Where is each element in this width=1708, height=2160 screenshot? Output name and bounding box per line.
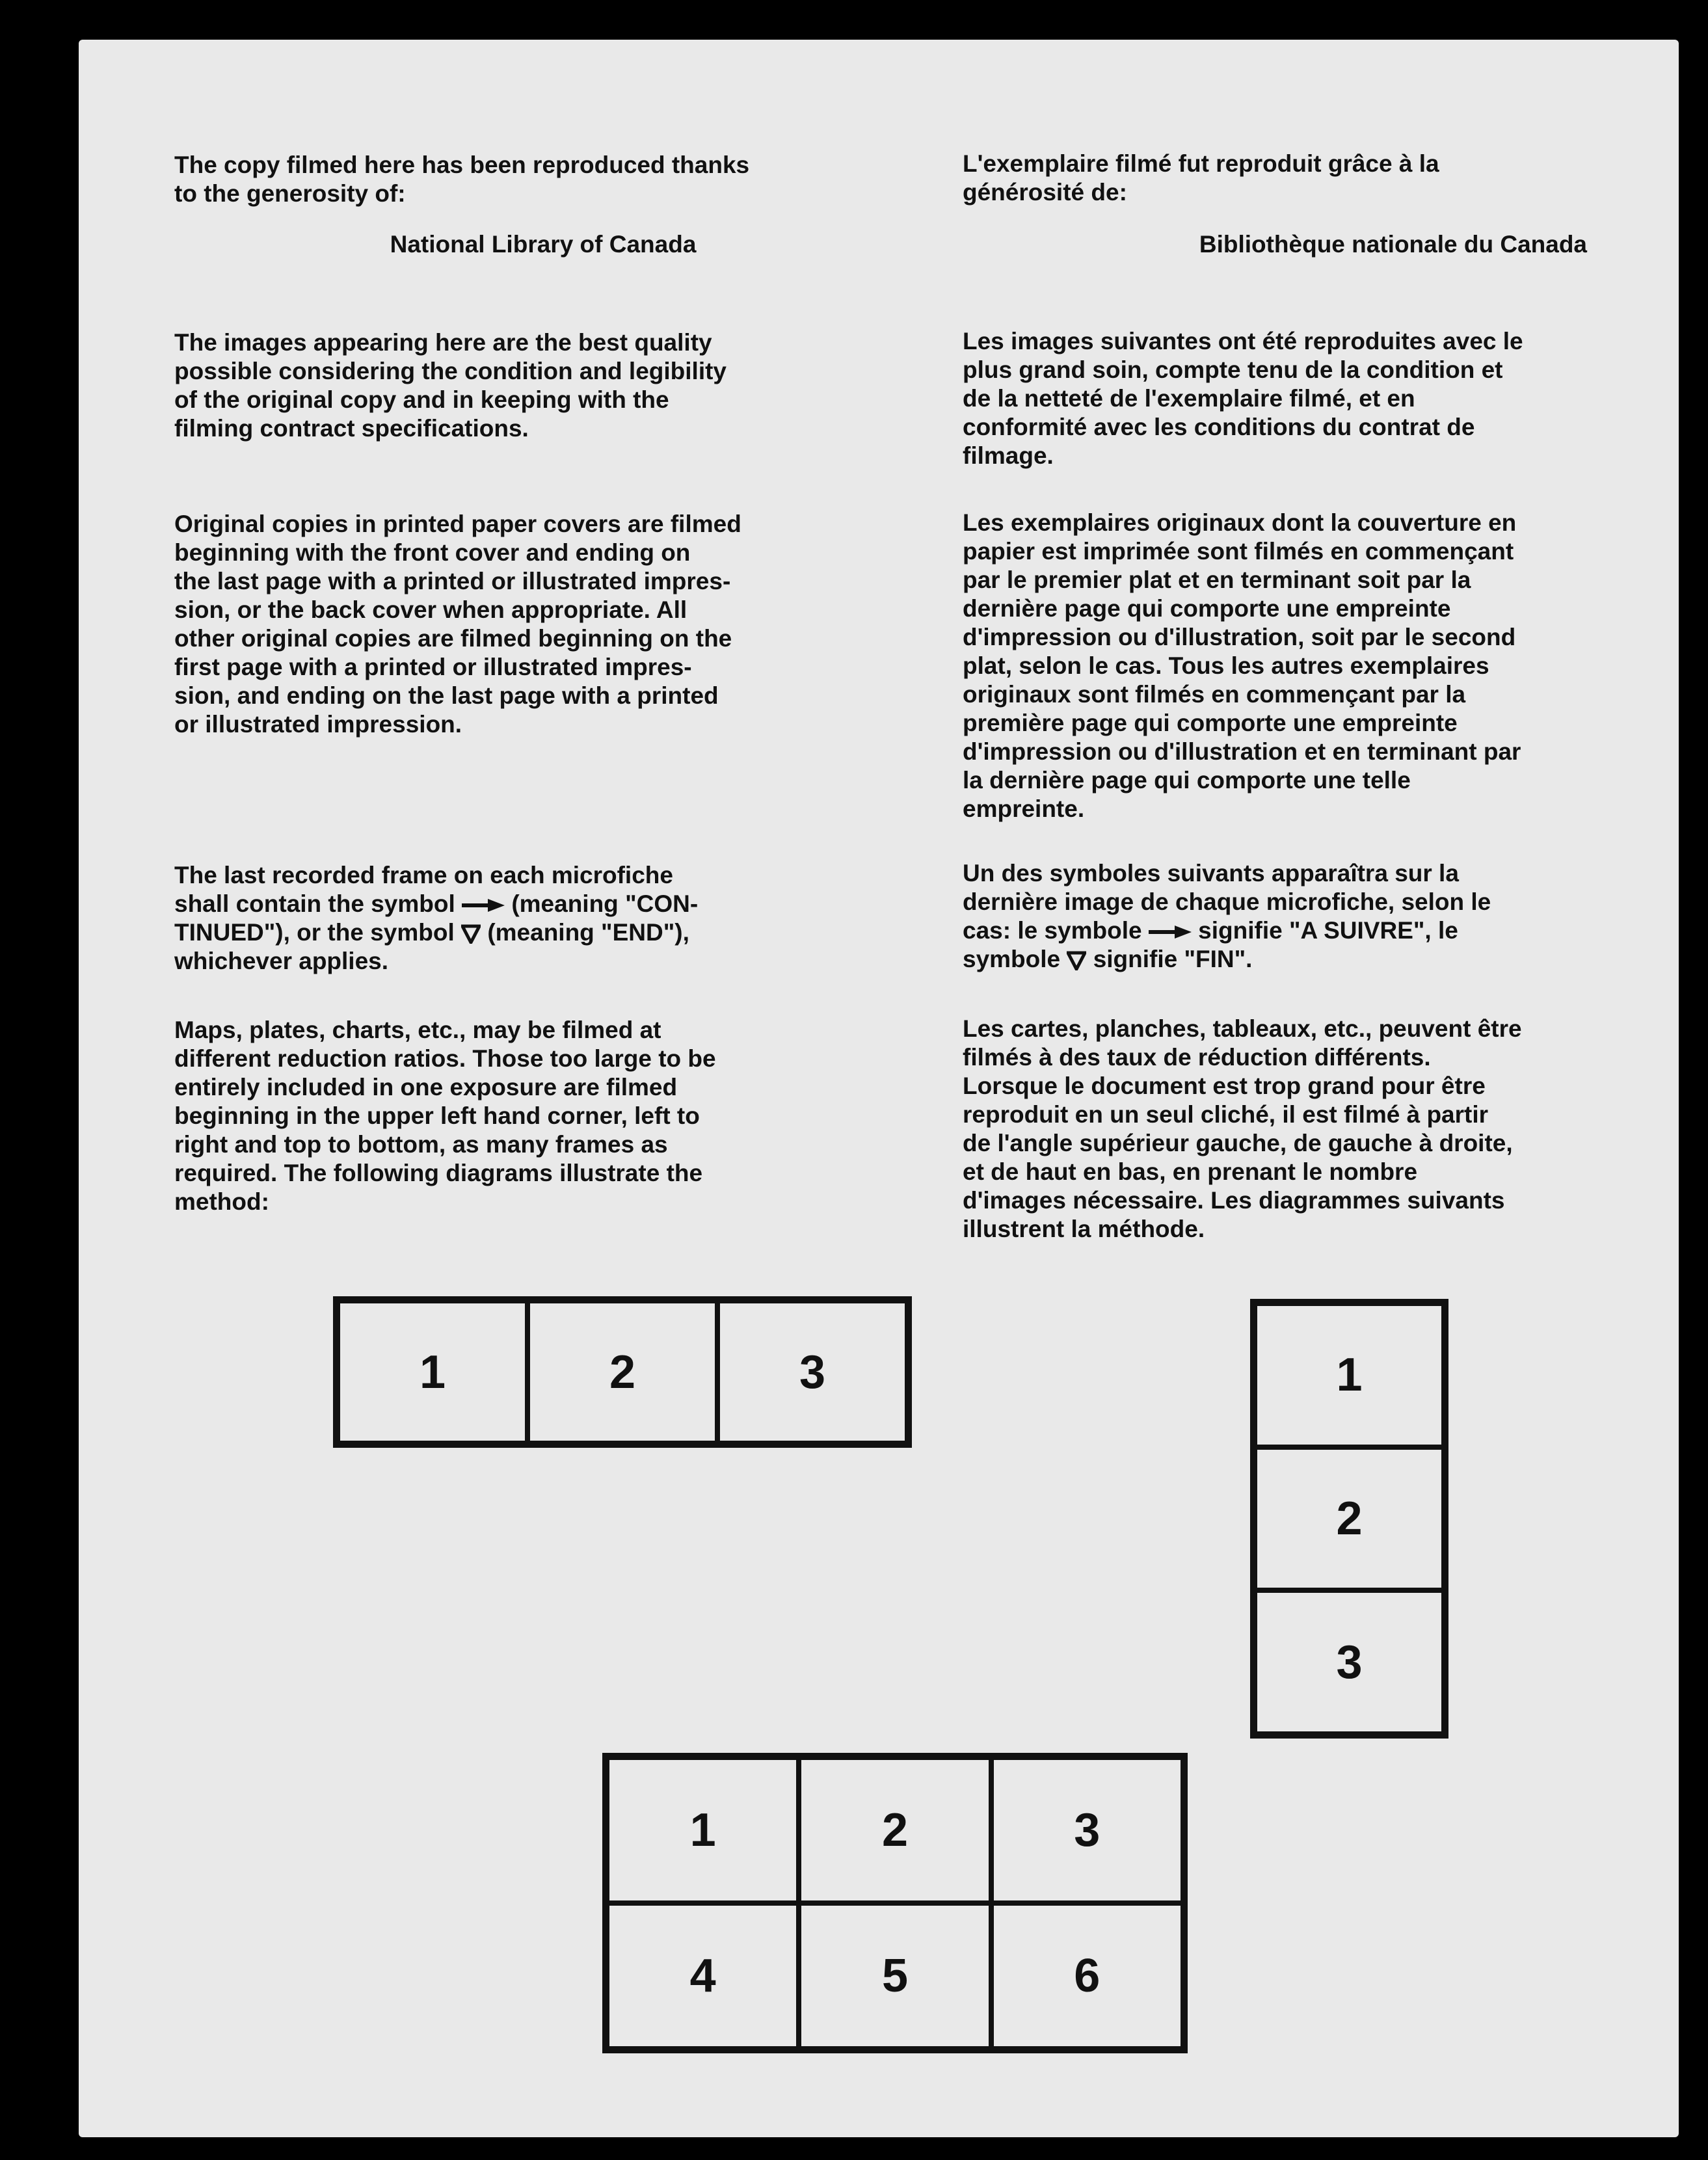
frame-cell: 5 <box>799 1903 991 2049</box>
frame-cell: 2 <box>799 1757 991 1903</box>
continued-arrow-icon <box>1149 925 1192 939</box>
covers-paragraph-fr: Les exemplaires originaux dont la couverture en papier est imprimée sont filmés en commençant par le premier plat et en terminant soit par la dernière page qui comporte une empreinte d'impression ou d'illustration, soit par le second plat, selon le cas. Tous les autres exemplaires originaux sont filmés en commençant par la première page qui comporte une empreinte d'impression ou d'illustration et en terminant par la dernière page qui comporte une telle empreinte. <box>963 509 1521 822</box>
frame-cell: 3 <box>991 1757 1183 1903</box>
diagram-grid <box>602 1753 1188 2053</box>
frame-cell: 2 <box>527 1301 717 1443</box>
frame-cell: 1 <box>1255 1303 1444 1447</box>
symbols-paragraph-fr <box>963 859 1626 974</box>
maps-paragraph-fr: Les cartes, planches, tableaux, etc., peuvent être filmés à des taux de réduction différents. Lorsque le document est trop grand pour être reproduit en un seul cliché, il est filmé à partir de l'angle supérieur gauche, de gauche à droite, et de haut en bas, en prenant le nombre d'images nécessaire. Les diagrammes suivants illustrent la méthode. <box>963 1015 1522 1242</box>
end-triangle-icon <box>1067 951 1086 970</box>
covers-paragraph-en: Original copies in printed paper covers are filmed beginning with the front cover and ending on the last page with a printed or illustrated impres- sion, or the back cover when appropriate. All other original copies are filmed beginning on the first page with a printed or illustrated impres- sion, and ending on the last page with a printed or illustrated impression. <box>174 511 741 738</box>
frame-cell: 6 <box>991 1903 1183 2049</box>
diagram-row <box>333 1296 912 1448</box>
maps-paragraph-en: Maps, plates, charts, etc., may be filmed at different reduction ratios. Those too large to be entirely included in one exposure are filmed beginning in the upper left hand corner, left to right and top to bottom, as many frames as required. The following diagrams illustrate the method: <box>174 1017 716 1215</box>
symbols-text-2-fr: signifie "A SUIVRE", le symbole <box>963 917 1458 972</box>
diagram-column <box>1250 1299 1448 1739</box>
symbols-text-2-en: (meaning "CON- TINUED"), or the symbol <box>174 890 699 946</box>
frame-cell: 3 <box>717 1301 907 1443</box>
quality-paragraph-fr: Les images suivantes ont été reproduites avec le plus grand soin, compte tenu de la condition et de la netteté de l'exemplaire filmé, et en conformité avec les conditions du contrat de filmage. <box>963 328 1523 469</box>
symbols-text-3-en: (meaning "END"), whichever applies. <box>174 919 689 974</box>
symbols-paragraph-en <box>174 861 838 976</box>
frame-cell: 1 <box>338 1301 527 1443</box>
quality-paragraph-en: The images appearing here are the best quality possible considering the condition and legibility of the original copy and in keeping with the filming contract specifications. <box>174 329 727 442</box>
frame-cell: 1 <box>607 1757 799 1903</box>
symbols-text-1-fr: Un des symboles suivants apparaîtra sur la dernière image de chaque microfiche, selon le cas: le symbole <box>963 860 1491 944</box>
institution-fr: Bibliothèque nationale du Canada <box>1199 231 1587 258</box>
frame-cell: 4 <box>607 1903 799 2049</box>
frame-cell: 2 <box>1255 1447 1444 1591</box>
continued-arrow-icon <box>462 898 505 913</box>
end-triangle-icon <box>461 924 481 944</box>
intro-text-fr: L'exemplaire filmé fut reproduit grâce à la générosité de: <box>963 150 1439 206</box>
intro-text-en: The copy filmed here has been reproduced thanks to the generosity of: <box>174 152 750 207</box>
frame-cell: 3 <box>1255 1590 1444 1734</box>
symbols-text-1-en: The last recorded frame on each microfiche shall contain the symbol <box>174 862 673 917</box>
institution-en: National Library of Canada <box>390 231 697 258</box>
symbols-text-3-fr: signifie "FIN". <box>1093 946 1253 972</box>
